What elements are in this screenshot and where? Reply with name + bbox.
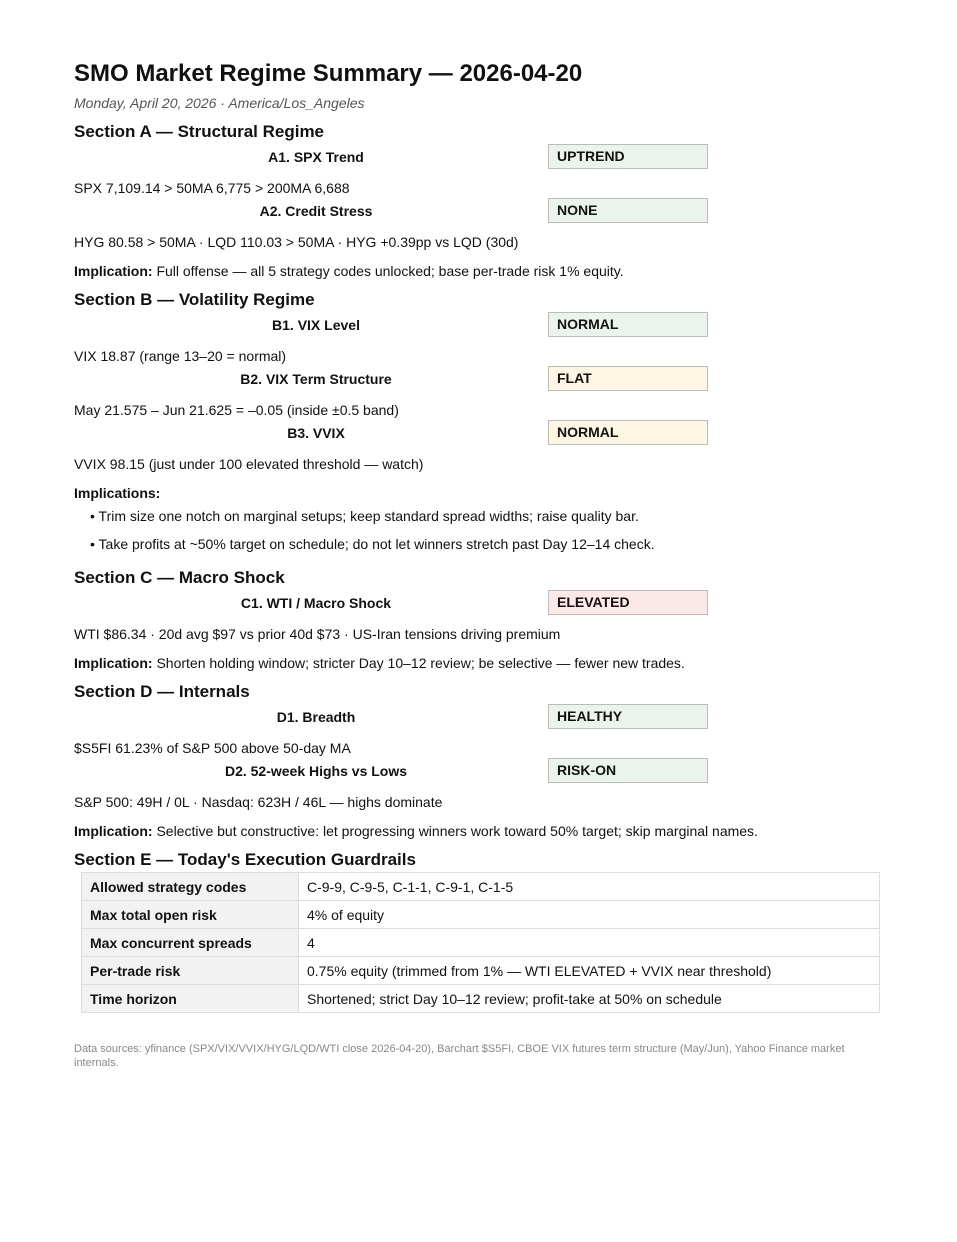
metric-detail: WTI $86.34 · 20d avg $97 vs prior 40d $73 · US-Iran tensions driving premium <box>74 626 561 642</box>
implication-label: Implications: <box>74 485 161 501</box>
implication-a <box>74 262 880 280</box>
metric-detail: $S5FI 61.23% of S&P 500 above 50-day MA <box>74 740 351 756</box>
implications-b-label <box>74 484 880 502</box>
table-row <box>82 985 880 1013</box>
bullet-item: • Trim size one notch on marginal setups; keep standard spread widths; raise quality bar. <box>90 508 639 524</box>
row-value: 4% of equity <box>299 901 880 929</box>
metric-label: A2. Credit Stress <box>259 203 373 219</box>
section-b-heading: Section B — Volatility Regime <box>74 290 315 309</box>
table-row <box>82 929 880 957</box>
implication-text: Full offense — all 5 strategy codes unlocked; base per-trade risk 1% equity. <box>152 263 624 279</box>
metric-label: A1. SPX Trend <box>268 149 364 165</box>
metric-d1 <box>74 704 880 758</box>
table-row <box>82 901 880 929</box>
section-d-heading: Section D — Internals <box>74 682 250 701</box>
metric-b2 <box>74 366 880 420</box>
metric-label: B3. VVIX <box>287 425 345 441</box>
implication-text: Shorten holding window; stricter Day 10–12 review; be selective — fewer new trades. <box>152 655 685 671</box>
metric-d2 <box>74 758 880 812</box>
section-e-heading: Section E — Today's Execution Guardrails <box>74 850 416 869</box>
row-key: Time horizon <box>82 985 299 1013</box>
implication-label: Implication: <box>74 823 153 839</box>
row-value: Shortened; strict Day 10–12 review; profit-take at 50% on schedule <box>299 985 880 1013</box>
page-title: SMO Market Regime Summary — 2026-04-20 <box>74 60 583 87</box>
status-badge: RISK-ON <box>548 758 708 783</box>
metric-label: D1. Breadth <box>276 709 356 725</box>
implication-text: Selective but constructive: let progressing winners work toward 50% target; skip marginal names. <box>152 823 758 839</box>
guardrails-table <box>81 872 880 1013</box>
implication-d <box>74 822 880 840</box>
row-value: 4 <box>299 929 880 957</box>
metric-label: B1. VIX Level <box>272 317 360 333</box>
metric-label: C1. WTI / Macro Shock <box>240 595 392 611</box>
table-row <box>82 873 880 901</box>
metric-c1 <box>74 590 880 644</box>
metric-label: D2. 52-week Highs vs Lows <box>224 763 408 779</box>
status-badge: HEALTHY <box>548 704 708 729</box>
bullet-item: • Take profits at ~50% target on schedule; do not let winners stretch past Day 12–14 check. <box>90 536 655 552</box>
row-key: Max concurrent spreads <box>82 929 299 957</box>
table-row <box>82 957 880 985</box>
status-badge: FLAT <box>548 366 708 391</box>
metric-a1 <box>74 144 880 198</box>
section-c-heading: Section C — Macro Shock <box>74 568 285 587</box>
row-key: Per-trade risk <box>82 957 299 985</box>
subtitle: Monday, April 20, 2026 · America/Los_Angeles <box>74 95 365 111</box>
metric-detail: VIX 18.87 (range 13–20 = normal) <box>74 348 287 364</box>
section-a-heading: Section A — Structural Regime <box>74 122 325 141</box>
metric-label: B2. VIX Term Structure <box>240 371 392 387</box>
row-key: Max total open risk <box>82 901 299 929</box>
metric-detail: S&P 500: 49H / 0L · Nasdaq: 623H / 46L — highs dominate <box>74 794 443 810</box>
status-badge: UPTREND <box>548 144 708 169</box>
status-badge: NORMAL <box>548 312 708 337</box>
implication-label: Implication: <box>74 655 153 671</box>
metric-detail: VVIX 98.15 (just under 100 elevated threshold — watch) <box>74 456 424 472</box>
row-key: Allowed strategy codes <box>82 873 299 901</box>
metric-b3 <box>74 420 880 474</box>
row-value: 0.75% equity (trimmed from 1% — WTI ELEVATED + VVIX near threshold) <box>299 957 880 985</box>
metric-detail: HYG 80.58 > 50MA · LQD 110.03 > 50MA · HYG +0.39pp vs LQD (30d) <box>74 234 519 250</box>
status-badge: ELEVATED <box>548 590 708 615</box>
implication-c <box>74 654 880 672</box>
metric-detail: SPX 7,109.14 > 50MA 6,775 > 200MA 6,688 <box>74 180 350 196</box>
row-value: C-9-9, C-9-5, C-1-1, C-9-1, C-1-5 <box>299 873 880 901</box>
status-badge: NONE <box>548 198 708 223</box>
footer-sources: Data sources: yfinance (SPX/VIX/VVIX/HYG/LQD/WTI close 2026-04-20), Barchart $S5FI, CBOE VIX futures term structure (May/Jun), Yahoo Finance market internals. <box>74 1043 845 1069</box>
status-badge: NORMAL <box>548 420 708 445</box>
implication-label: Implication: <box>74 263 153 279</box>
metric-detail: May 21.575 – Jun 21.625 = –0.05 (inside ±0.5 band) <box>74 402 399 418</box>
metric-a2 <box>74 198 880 252</box>
metric-b1 <box>74 312 880 366</box>
